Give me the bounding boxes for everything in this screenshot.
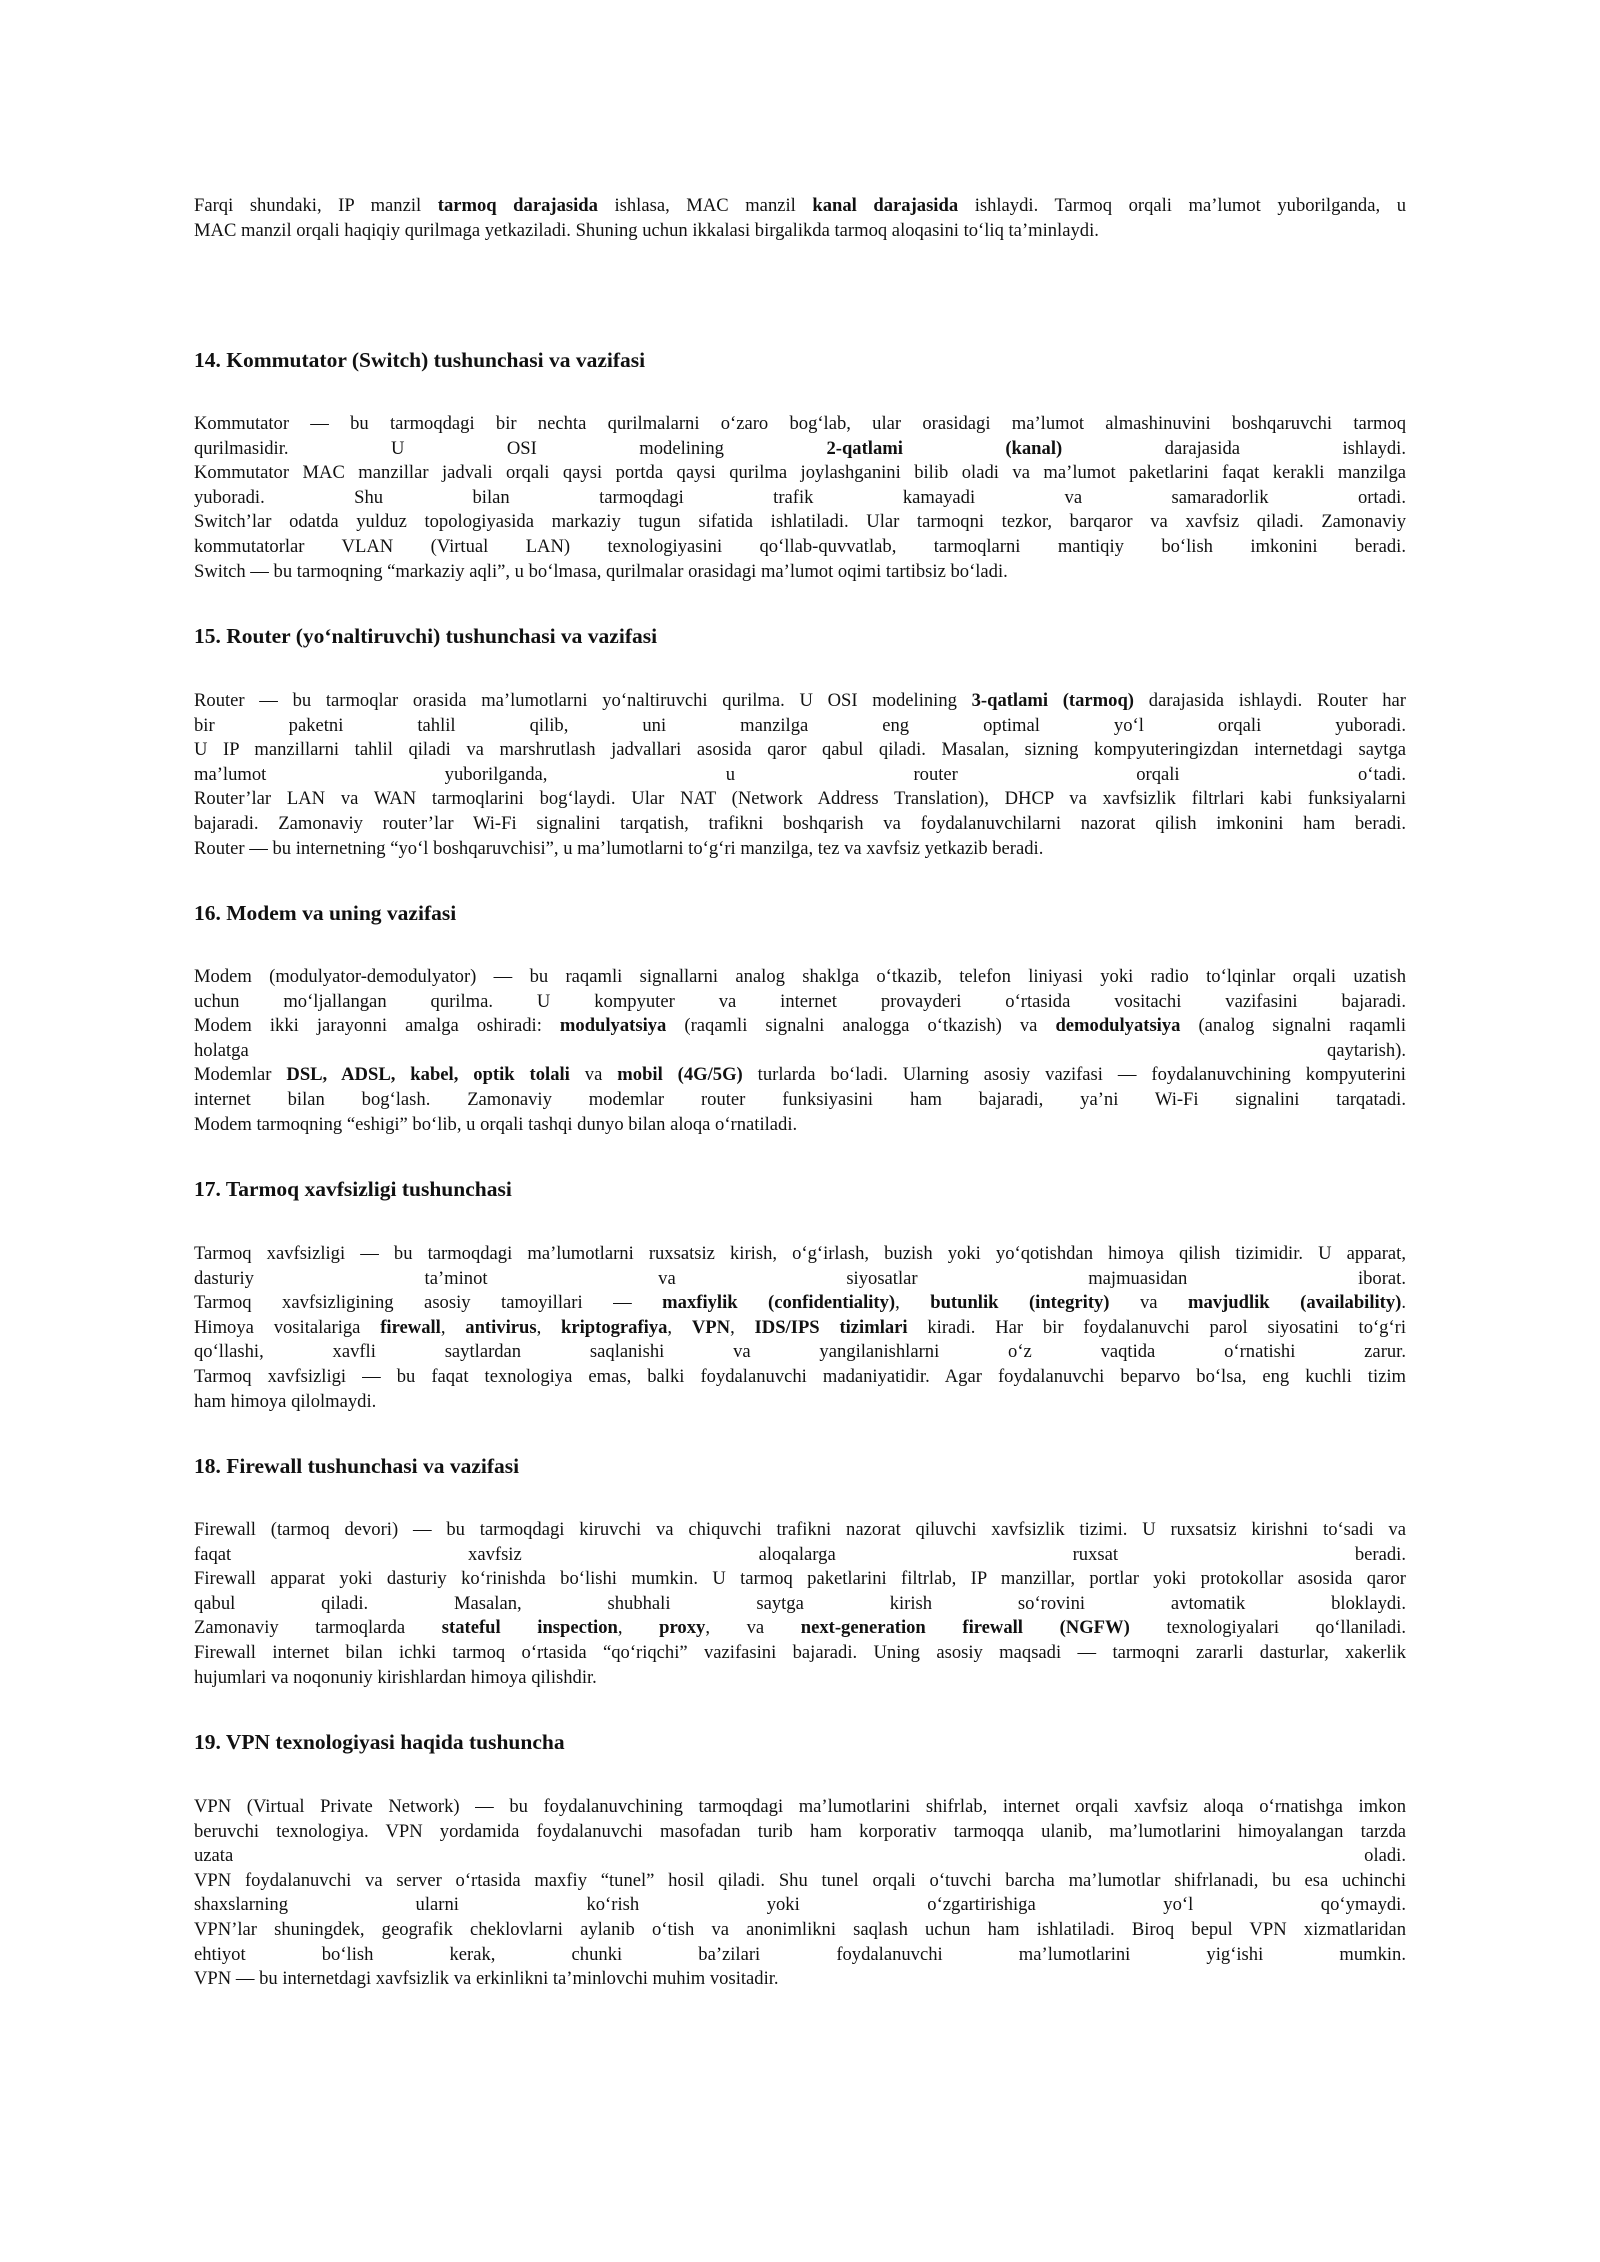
text-line: Router — bu internetning “yo‘l boshqaruvchisi”, u ma’lumotlarni to‘g‘ri manzilga, tez va xavfsiz yetkazib beradi.	[194, 837, 1044, 859]
bold-term: proxy	[659, 1617, 706, 1639]
text-line: yuboradi. Shu bilan tarmoqdagi trafik kamayadi va samaradorlik ortadi.	[194, 486, 1406, 508]
bold-term: 3-qatlami (tarmoq)	[971, 690, 1134, 711]
text-line: Farqi shundaki, IP manzil tarmoq darajasida ishlasa, MAC manzil kanal darajasida ishlaydi. Tarmoq orqali ma’lumot yuborilganda, u	[194, 195, 1406, 216]
intro-paragraph	[194, 194, 1406, 243]
text-line: Firewall (tarmoq devori) — bu tarmoqdagi kiruvchi va chiquvchi trafikni nazorat qiluvchi xavfsizlik tizimi. U ruxsatsiz kirishni to‘sadi va	[194, 1519, 1406, 1540]
section-heading: 17. Tarmoq xavfsizligi tushunchasi	[194, 1177, 512, 1201]
text-line: faqat xavfsiz aloqalarga ruxsat beradi.	[194, 1543, 1406, 1565]
bold-term: antivirus	[465, 1316, 537, 1338]
section-paragraph	[194, 1242, 1406, 1414]
bold-term: DSL, ADSL, kabel, optik tolali	[286, 1064, 570, 1086]
bold-term: modulyatsiya	[559, 1015, 667, 1037]
text-line: Firewall apparat yoki dasturiy ko‘rinishda bo‘lishi mumkin. U tarmoq paketlarini filtrlab, IP manzillar, portlar yoki protokollar asosida qaror	[194, 1568, 1406, 1590]
text-line: Kommutator MAC manzillar jadvali orqali qaysi portda qaysi qurilma joylashganini bilib oladi va ma’lumot paketlarini faqat kerakli manzilga	[194, 462, 1406, 484]
text-line: ham himoya qilolmaydi.	[194, 1390, 377, 1412]
bold-term: stateful inspection	[441, 1617, 618, 1639]
text-line: Kommutator — bu tarmoqdagi bir nechta qurilmalarni o‘zaro bog‘lab, ular orasidagi ma’lumot almashinuvini boshqaruvchi tarmoq	[194, 413, 1406, 434]
text-line: ma’lumot yuborilganda, u router orqali o‘tadi.	[194, 763, 1406, 785]
bold-term: firewall	[380, 1316, 441, 1338]
section-paragraph	[194, 1795, 1406, 1992]
text-line: Tarmoq xavfsizligining asosiy tamoyillari — maxfiylik (confidentiality), butunlik (integrity) va mavjudlik (availability).	[194, 1292, 1407, 1314]
text-line: qabul qiladi. Masalan, shubhali saytga kirish so‘rovini avtomatik bloklaydi.	[194, 1592, 1406, 1614]
text-line: qurilmasidir. U OSI modelining 2-qatlami (kanal) darajasida ishlaydi.	[194, 437, 1406, 459]
text-line: Zamonaviy tarmoqlarda stateful inspection, proxy, va next-generation firewall (NGFW) texnologiyalari qo‘llaniladi.	[194, 1617, 1407, 1639]
section-heading: 19. VPN texnologiyasi haqida tushuncha	[194, 1730, 565, 1754]
text-line: qo‘llashi, xavfli saytlardan saqlanishi va yangilanishlarni o‘z vaqtida o‘rnatishi zarur.	[194, 1341, 1406, 1363]
text-line: uzata oladi.	[194, 1845, 1406, 1867]
text-line: beruvchi texnologiya. VPN yordamida foydalanuvchi masofadan turib ham korporativ tarmoqqa ulanib, ma’lumotlarini himoyalangan tarzda	[194, 1820, 1406, 1842]
bold-term: 2-qatlami (kanal)	[826, 437, 1063, 459]
text-line: Router’lar LAN va WAN tarmoqlarini bog‘laydi. Ular NAT (Network Address Translation), DHCP va xavfsizlik filtrlari kabi funksiyalarni	[194, 788, 1406, 810]
text-line: Himoya vositalariga firewall, antivirus, kriptografiya, VPN, IDS/IPS tizimlari kiradi. Har bir foydalanuvchi parol siyosatini to‘g‘ri	[194, 1316, 1407, 1338]
text-line: VPN foydalanuvchi va server o‘rtasida maxfiy “tunel” hosil qiladi. Shu tunel orqali o‘tuvchi barcha ma’lumotlar shifrlanadi, bu esa uchinchi	[194, 1869, 1406, 1891]
text-line: Modemlar DSL, ADSL, kabel, optik tolali va mobil (4G/5G) turlarda bo‘ladi. Ularning asosiy vazifasi — foydalanuvchining kompyuterini	[194, 1064, 1406, 1086]
text-line: Tarmoq xavfsizligi — bu faqat texnologiya emas, balki foydalanuvchi madaniyatidir. Agar foydalanuvchi beparvo bo‘lsa, eng kuchli tizim	[194, 1365, 1406, 1387]
bold-term: maxfiylik (confidentiality)	[662, 1292, 896, 1314]
text-line: VPN (Virtual Private Network) — bu foydalanuvchining tarmoqdagi ma’lumotlarini shifrlab, internet orqali xavfsiz aloqa o‘rnatishga imkon	[194, 1796, 1406, 1817]
section-paragraph	[194, 965, 1406, 1137]
bold-term: IDS/IPS tizimlari	[754, 1316, 908, 1338]
text-line: MAC manzil orqali haqiqiy qurilmaga yetkaziladi. Shuning uchun ikkalasi birgalikda tarmoq aloqasini to‘liq ta’minlaydi.	[194, 219, 1099, 241]
text-line: bir paketni tahlil qilib, uni manzilga eng optimal yo‘l orqali yuboradi.	[194, 714, 1406, 736]
text-line: Modem ikki jarayonni amalga oshiradi: modulyatsiya (raqamli signalni analogga o‘tkazish) va demodulyatsiya (analog signalni raqamli	[194, 1015, 1406, 1037]
section-heading: 14. Kommutator (Switch) tushunchasi va vazifasi	[194, 348, 646, 372]
text-line: VPN — bu internetdagi xavfsizlik va erkinlikni ta’minlovchi muhim vositadir.	[194, 1968, 779, 1990]
text-line: internet bilan bog‘lash. Zamonaviy modemlar router funksiyasini ham bajaradi, ya’ni Wi-Fi signalini tarqatadi.	[194, 1088, 1406, 1110]
text-line: Modem tarmoqning “eshigi” bo‘lib, u orqali tashqi dunyo bilan aloqa o‘rnatiladi.	[194, 1113, 798, 1135]
text-line: Firewall internet bilan ichki tarmoq o‘rtasida “qo‘riqchi” vazifasini bajaradi. Uning asosiy maqsadi — tarmoqni zararli dasturlar, xakerlik	[194, 1641, 1406, 1663]
bold-term: kriptografiya	[561, 1316, 668, 1338]
bold-term: VPN	[691, 1316, 731, 1338]
text-line: Switch’lar odatda yulduz topologiyasida markaziy tugun sifatida ishlatiladi. Ular tarmoqni tezkor, barqaror va xavfsiz qiladi. Zamonaviy	[194, 511, 1406, 533]
bold-term: mobil (4G/5G)	[617, 1064, 743, 1086]
text-line: dasturiy ta’minot va siyosatlar majmuasidan iborat.	[194, 1267, 1406, 1289]
bold-term: tarmoq darajasida	[437, 195, 598, 216]
section-paragraph	[194, 412, 1406, 584]
text-line: bajaradi. Zamonaviy router’lar Wi-Fi signalini tarqatish, trafikni boshqarish va foydalanuvchilarni nazorat qilish imkonini ham beradi.	[194, 812, 1406, 834]
section-paragraph	[194, 689, 1406, 861]
text-line: ehtiyot bo‘lish kerak, chunki ba’zilari foydalanuvchi ma’lumotlarini yig‘ishi mumkin.	[194, 1943, 1406, 1965]
bold-term: demodulyatsiya	[1055, 1015, 1181, 1037]
text-line: U IP manzillarni tahlil qiladi va marshrutlash jadvallari asosida qaror qabul qiladi. Masalan, sizning kompyuteringizdan internetdagi saytga	[194, 739, 1406, 761]
bold-term: butunlik (integrity)	[930, 1292, 1110, 1314]
bold-term: next-generation firewall (NGFW)	[800, 1617, 1130, 1639]
section-heading: 15. Router (yo‘naltiruvchi) tushunchasi va vazifasi	[194, 624, 658, 648]
section-heading: 16. Modem va uning vazifasi	[194, 901, 457, 925]
text-line: VPN’lar shuningdek, geografik cheklovlarni aylanib o‘tish va anonimlikni saqlash uchun ham ishlatiladi. Biroq bepul VPN xizmatlaridan	[194, 1918, 1406, 1940]
text-line: hujumlari va noqonuniy kirishlardan himoya qilishdir.	[194, 1666, 597, 1688]
section-paragraph	[194, 1518, 1406, 1690]
text-line: Modem (modulyator-demodulyator) — bu raqamli signallarni analog shaklga o‘tkazib, telefon liniyasi yoki radio to‘lqinlar orqali uzatish	[194, 966, 1406, 987]
text-line: shaxslarning ularni ko‘rish yoki o‘zgartirishiga yo‘l qo‘ymaydi.	[194, 1894, 1406, 1916]
section-heading: 18. Firewall tushunchasi va vazifasi	[194, 1454, 520, 1478]
text-line: kommutatorlar VLAN (Virtual LAN) texnologiyasini qo‘llab-quvvatlab, tarmoqlarni mantiqiy bo‘lish imkonini beradi.	[194, 535, 1406, 557]
bold-term: kanal darajasida	[812, 195, 959, 216]
text-line: Tarmoq xavfsizligi — bu tarmoqdagi ma’lumotlarni ruxsatsiz kirish, o‘g‘irlash, buzish yoki yo‘qotishdan himoya qilish tizimidir. U apparat,	[194, 1243, 1406, 1264]
text-line: Router — bu tarmoqlar orasida ma’lumotlarni yo‘naltiruvchi qurilma. U OSI modelining 3-qatlami (tarmoq) darajasida ishlaydi. Router har	[194, 690, 1406, 711]
text-line: holatga qaytarish).	[194, 1039, 1406, 1061]
bold-term: mavjudlik (availability)	[1188, 1292, 1402, 1314]
text-line: uchun mo‘ljallangan qurilma. U kompyuter va internet provayderi o‘rtasida vositachi vazifasini bajaradi.	[194, 990, 1406, 1012]
text-line: Switch — bu tarmoqning “markaziy aqli”, u bo‘lmasa, qurilmalar orasidagi ma’lumot oqimi tartibsiz bo‘ladi.	[194, 560, 1008, 582]
